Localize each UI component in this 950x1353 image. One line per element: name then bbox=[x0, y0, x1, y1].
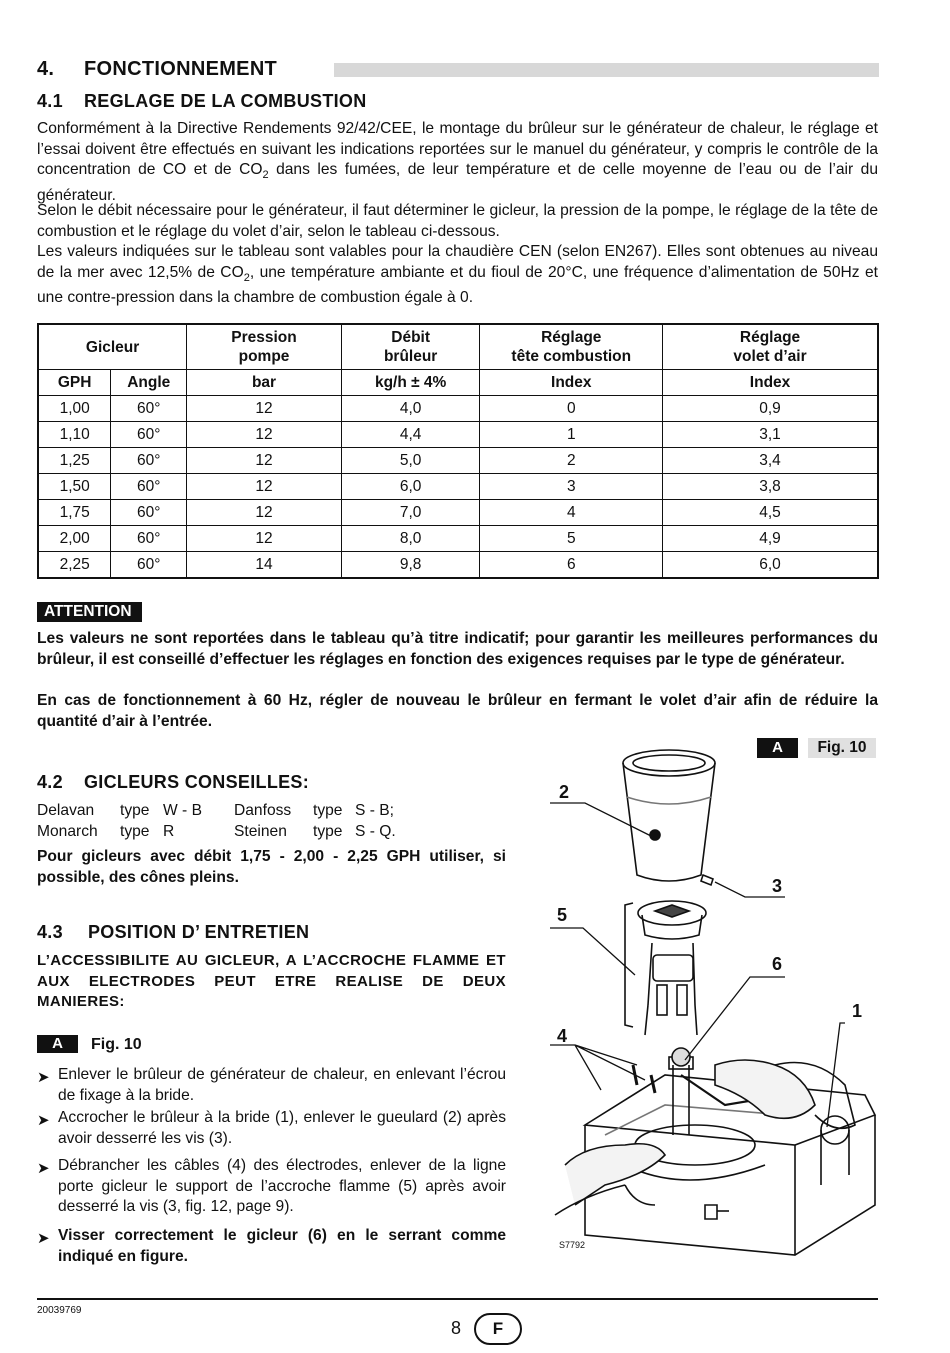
figure-label: Fig. 10 bbox=[808, 738, 876, 758]
brand: Steinen bbox=[234, 823, 287, 840]
cell: 0 bbox=[480, 396, 663, 422]
s43-tag: A bbox=[37, 1035, 78, 1053]
type-label: type bbox=[120, 823, 150, 840]
s41-title: REGLAGE DE LA COMBUSTION bbox=[84, 91, 367, 111]
cell: 12 bbox=[187, 396, 342, 422]
cell: 60° bbox=[111, 500, 187, 526]
col-head-debit: Débit brûleur bbox=[341, 324, 480, 370]
cell: 12 bbox=[187, 448, 342, 474]
unit-angle: Angle bbox=[111, 370, 187, 396]
callout-5: 5 bbox=[557, 905, 568, 925]
col-head-tete: Réglage tête combustion bbox=[480, 324, 663, 370]
unit-gph: GPH bbox=[38, 370, 111, 396]
s41-paragraph-1: Conformément à la Directive Rendements 92/42/CEE, le montage du brûleur sur le générateur de chaleur, le réglage et l’essai doivent être effectués en suivant les indications reportées sur le manuel du générateur, y compris le contrôle de la concentration de CO et de $CO_2$ dans les fumées, de leur température et de celle moyenne de l’eau ou de l’air du générateur. bbox=[37, 120, 878, 204]
cell: 9,8 bbox=[341, 552, 480, 579]
type-value: S - B; bbox=[355, 802, 394, 819]
table-row bbox=[38, 552, 878, 579]
s42-title: GICLEURS CONSEILLES: bbox=[84, 772, 310, 792]
step-3: Débrancher les câbles (4) des électrodes, enlever de la ligne porte gicleur le support de l’accroche flamme (5) après avoir desserré la vis (3, fig. 12, page 9). bbox=[58, 1157, 506, 1216]
col-head-gicleur: Gicleur bbox=[38, 324, 187, 370]
table-row bbox=[38, 474, 878, 500]
type-label: type bbox=[313, 802, 343, 819]
header-bar bbox=[334, 63, 879, 77]
cell: 60° bbox=[111, 526, 187, 552]
table-row bbox=[38, 500, 878, 526]
cell: 3,8 bbox=[663, 474, 878, 500]
cell: 1,10 bbox=[38, 422, 111, 448]
callout-2: 2 bbox=[559, 782, 570, 802]
unit-kgh: kg/h ± 4% bbox=[341, 370, 480, 396]
cell: 8,0 bbox=[341, 526, 480, 552]
language-badge: F bbox=[474, 1313, 522, 1345]
s43-fig: Fig. 10 bbox=[91, 1036, 142, 1053]
cell: 6 bbox=[480, 552, 663, 579]
cell: 4,9 bbox=[663, 526, 878, 552]
attention-text-1: Les valeurs ne sont reportées dans le tableau qu’à titre indicatif; pour garantir les meilleures performances du brûleur, il est conseillé d’effectuer les réglages en fonction des exigences requises par le type de générateur. bbox=[37, 630, 878, 668]
footer-rule bbox=[37, 1298, 878, 1300]
cell: 2,00 bbox=[38, 526, 111, 552]
s41-number: 4.1 bbox=[37, 91, 63, 111]
cell: 3,1 bbox=[663, 422, 878, 448]
cell: 60° bbox=[111, 552, 187, 579]
s43-intro: L’ACCESSIBILITE AU GICLEUR, A L’ACCROCHE FLAMME ET AUX ELECTRODES PEUT ETRE REALISE DE DEUX MANIERES: bbox=[37, 952, 506, 1010]
nozzle-list bbox=[37, 800, 507, 842]
attention-text-2: En cas de fonctionnement à 60 Hz, régler de nouveau le brûleur en fermant le volet d’air afin de réduire la quantité d’air à l’entrée. bbox=[37, 692, 878, 730]
table-row bbox=[38, 396, 878, 422]
cell: 7,0 bbox=[341, 500, 480, 526]
blast-tube-body bbox=[623, 763, 715, 881]
s41-paragraph-2: Selon le débit nécessaire pour le générateur, il faut déterminer le gicleur, la pression de la pompe, le réglage de la tête de combustion et le réglage du volet d’air, selon le tableau ci-dessous. bbox=[37, 202, 878, 240]
brand: Danfoss bbox=[234, 802, 292, 819]
settings-table bbox=[37, 323, 879, 579]
cell: 0,9 bbox=[663, 396, 878, 422]
figure-tag: A bbox=[757, 738, 798, 758]
type-label: type bbox=[120, 802, 150, 819]
attention-label: ATTENTION bbox=[37, 602, 142, 622]
leader-5 bbox=[550, 928, 635, 975]
table-row bbox=[38, 422, 878, 448]
attention-badge bbox=[37, 602, 142, 622]
burner-figure bbox=[545, 735, 885, 1275]
unit-bar: bar bbox=[187, 370, 342, 396]
cell: 6,0 bbox=[341, 474, 480, 500]
leader-4 bbox=[550, 1045, 645, 1090]
cell: 14 bbox=[187, 552, 342, 579]
cell: 6,0 bbox=[663, 552, 878, 579]
table-row bbox=[38, 526, 878, 552]
page-number: 8 bbox=[451, 1318, 462, 1338]
cell: 5 bbox=[480, 526, 663, 552]
leader-6 bbox=[685, 977, 785, 1060]
cell: 4 bbox=[480, 500, 663, 526]
figure-code: S7792 bbox=[559, 1240, 586, 1250]
cell: 12 bbox=[187, 500, 342, 526]
step-2: Accrocher le brûleur à la bride (1), enlever le gueulard (2) après avoir desserré les vis (3). bbox=[58, 1109, 506, 1147]
blast-tube-top bbox=[623, 750, 715, 776]
cell: 60° bbox=[111, 422, 187, 448]
section-number: 4. bbox=[37, 58, 55, 80]
s42-number: 4.2 bbox=[37, 772, 63, 792]
s42-note: Pour gicleurs avec débit 1,75 - 2,00 - 2,25 GPH utiliser, si possible, des cônes pleins. bbox=[37, 848, 506, 886]
cell: 12 bbox=[187, 422, 342, 448]
cell: 5,0 bbox=[341, 448, 480, 474]
step-4: Visser correctement le gicleur (6) en le serrant comme indiqué en figure. bbox=[58, 1227, 506, 1265]
arrow-bullet-icon: ➤ bbox=[37, 1069, 50, 1086]
arrow-bullet-icon: ➤ bbox=[37, 1230, 50, 1247]
cell: 1,25 bbox=[38, 448, 111, 474]
callout-1: 1 bbox=[852, 1001, 863, 1021]
cell: 60° bbox=[111, 474, 187, 500]
unit-index-volet: Index bbox=[663, 370, 878, 396]
callout-3: 3 bbox=[772, 876, 783, 896]
cell: 4,4 bbox=[341, 422, 480, 448]
section-title: FONCTIONNEMENT bbox=[84, 58, 278, 80]
step-1: Enlever le brûleur de générateur de chaleur, en enlevant l’écrou de fixage à la bride. bbox=[58, 1066, 506, 1104]
cell: 4,5 bbox=[663, 500, 878, 526]
type-label: type bbox=[313, 823, 343, 840]
arrow-bullet-icon: ➤ bbox=[37, 1160, 50, 1177]
arrow-bullet-icon: ➤ bbox=[37, 1112, 50, 1129]
callout-6: 6 bbox=[772, 954, 783, 974]
s43-title: POSITION D’ ENTRETIEN bbox=[88, 922, 310, 942]
cell: 12 bbox=[187, 526, 342, 552]
callout-4: 4 bbox=[557, 1026, 568, 1046]
cell: 60° bbox=[111, 448, 187, 474]
col-head-volet: Réglage volet d’air bbox=[663, 324, 878, 370]
brand: Delavan bbox=[37, 802, 95, 819]
cell: 60° bbox=[111, 396, 187, 422]
cell: 1,75 bbox=[38, 500, 111, 526]
cell: 2,25 bbox=[38, 552, 111, 579]
type-value: R bbox=[163, 823, 175, 840]
leader-1 bbox=[827, 1023, 845, 1127]
cell: 3,4 bbox=[663, 448, 878, 474]
leader-2 bbox=[550, 803, 653, 837]
cell: 3 bbox=[480, 474, 663, 500]
s41-paragraph-3: Les valeurs indiquées sur le tableau sont valables pour la chaudière CEN (selon EN267). Elles sont obtenues au niveau de la mer avec 12,5% de $CO_2$, une température ambiante et du fioul de 20°C, une fréquence d’alimentation de 50Hz et une contre-pression dans la chambre de combustion égale à 0. bbox=[37, 243, 878, 307]
cell: 1,00 bbox=[38, 396, 111, 422]
type-value: S - Q. bbox=[355, 823, 396, 840]
unit-index-tete: Index bbox=[480, 370, 663, 396]
table-row bbox=[38, 448, 878, 474]
type-value: W - B bbox=[163, 802, 202, 819]
cell: 1 bbox=[480, 422, 663, 448]
cell: 1,50 bbox=[38, 474, 111, 500]
brand: Monarch bbox=[37, 823, 98, 840]
document-code: 20039769 bbox=[37, 1305, 82, 1316]
cell: 2 bbox=[480, 448, 663, 474]
cell: 4,0 bbox=[341, 396, 480, 422]
s43-number: 4.3 bbox=[37, 922, 63, 942]
col-head-pression: Pression pompe bbox=[187, 324, 342, 370]
cell: 12 bbox=[187, 474, 342, 500]
